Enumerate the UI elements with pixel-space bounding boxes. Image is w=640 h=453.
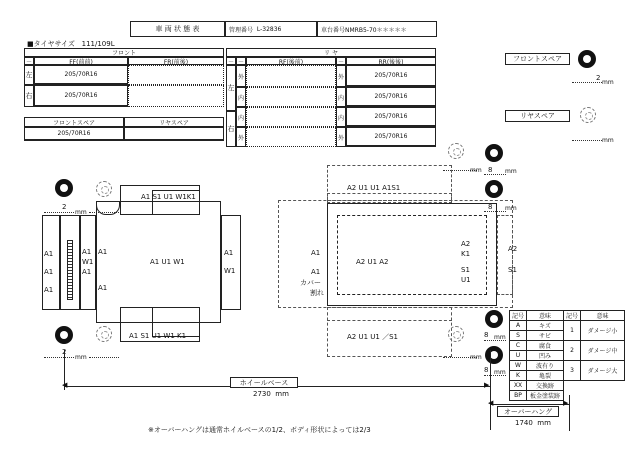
tire-size-value: 111/109L [81,40,115,48]
spare-front-header [24,117,124,127]
front-right-tire-icon [55,326,73,344]
rear-left-depth-1-line [484,174,506,175]
rear-right-depth-1: 8 [484,331,489,339]
front-row-right-label [24,85,34,107]
legend-meaning: 波有り [527,361,564,371]
spare-rear-header-text: リヤスペア [159,119,189,127]
front-left-tire-icon [55,179,73,197]
wheelbase-number: 2730 [253,390,271,398]
rear-rr-pos-2-text: 内 [337,94,344,102]
tire-size-label: ■タイヤサイズ [27,40,75,48]
spare-front-header-text: フロントスペア [53,119,95,127]
rear-tailgate [497,215,513,295]
front-row-left-label [24,65,34,85]
rear-rf-pos-2-text: 内 [237,94,244,102]
rear-left-depth-1: 8 [488,166,493,174]
management-number-label: 管理番号 [229,26,254,34]
rear-side-right [226,111,236,147]
front-right-inner-tire-icon [96,326,112,342]
front-top-marks: A1 S1 U1 W1K1 [141,193,196,201]
rear-center-marks: A2 U1 A2 [356,258,389,266]
front-left-depth-line [44,212,74,213]
rear-spare-depth-line [572,140,602,141]
rear-side-left-text: 左 [227,84,235,92]
rear-rf-cell-1 [246,65,336,87]
wheelbase-arrow-left: ◀ [62,381,68,389]
wheelbase-label-box [230,377,298,388]
rear-rr-pos-3-text: 内 [337,114,344,122]
front-panel-mark-3: A1 [82,268,92,276]
rear-col-dash-1-text: － [227,58,234,66]
legend-header-level-meaning: 意味 [581,311,625,321]
rear-tailgate-mark-1: A2 [508,245,518,253]
rear-rf-cell-4 [246,127,336,147]
rear-left-note-2: 割れ [310,289,324,297]
wheelbase-label: ホイールベース [239,378,289,387]
overhang-label: オーバーハング [503,407,553,416]
rear-spare-label: リヤスペア [520,112,555,120]
front-col-dash [24,57,34,65]
legend-meaning: キズ [527,321,564,331]
rear-rf-pos-1-text: 外 [237,73,244,81]
title-cell [130,21,225,37]
rear-right-mark-1: A2 [461,240,471,248]
overhang-number: 1740 [515,419,533,427]
rear-col-dash-2 [236,57,246,65]
front-col-ff [34,57,128,65]
front-col-dash-text: － [25,58,32,66]
front-spare-depth: 2 [596,74,601,82]
front-center-marks: A1 U1 W1 [150,258,185,266]
rear-rr-cell-4 [346,127,436,147]
rear-rf-pos-4-text: 外 [237,134,244,142]
rear-left-tire-1-icon [485,144,503,162]
front-col-ff-text: FF(前前) [69,58,93,66]
rear-side-left [226,65,236,111]
legend-code: K [510,371,527,381]
rear-top-marks: A2 U1 U1 A1S1 [347,184,401,192]
front-left-side-mark-1: A1 [44,250,54,258]
rear-rf-cell-2 [246,87,336,107]
rear-rr-value-3: 205/70R16 [374,113,408,120]
rear-left-depth-2: 8 [488,203,493,211]
rear-right-outer-unit: mm [470,354,482,361]
rear-rr-value-1: 205/70R16 [374,72,408,79]
rear-rr-pos-2 [336,87,346,107]
legend-level-1: 1 [564,321,581,341]
front-title: フロント [111,50,136,57]
legend-header-level: 記号 [564,311,581,321]
front-spare-tire-icon [578,50,596,68]
spare-rear-value-cell [124,127,224,141]
cab-grille [67,240,73,300]
front-ff-right-value: 205/70R16 [64,92,98,99]
management-number-cell [225,21,317,37]
rear-left-tire-2-icon [485,180,503,198]
rear-title: リ ヤ [324,50,338,57]
legend-code: XX [510,381,527,391]
spare-front-value-cell [24,127,124,141]
rear-rr-pos-1 [336,65,346,87]
rear-right-mark-3: S1 [461,266,470,274]
rear-rf-pos-1 [236,65,246,87]
cab-right-side-panel [221,215,241,310]
front-right-side-mark-1: A1 [224,249,234,257]
wheelbase-unit: mm [275,390,289,398]
front-right-unit: mm [75,354,87,361]
front-spare-unit: mm [602,79,614,86]
legend-meaning: サビ [527,331,564,341]
legend-header-code: 記号 [510,311,527,321]
rear-left-mark-2: A1 [311,268,321,276]
legend-code: BP [510,391,527,401]
overhang-arrow-left: ◀ [488,399,494,407]
front-fr-left [128,65,224,85]
front-inner-mark-1: A1 [98,248,108,256]
front-row-right-text: 右 [25,92,33,100]
chassis-number-cell [317,21,437,37]
front-col-fr-text: FR(前後) [163,58,189,66]
rear-col-rf [246,57,336,65]
rear-right-depth-2: 8 [484,366,489,374]
rear-rf-pos-3-text: 内 [237,114,244,122]
legend-meaning: 交換跡 [527,381,564,391]
chassis-number-value: NMRB5-70＊＊＊＊＊ [345,26,407,34]
front-left-inner-tire-icon [96,181,112,197]
rear-right-mark-4: U1 [461,276,471,284]
rear-col-rf-text: RF(後前) [278,58,304,66]
legend-code: U [510,351,527,361]
front-col-fr [128,57,224,65]
legend-level-1-meaning: ダメージ小 [581,321,625,341]
rear-right-tire-2-icon [485,346,503,364]
chassis-number-label: 車台番号 [321,26,346,34]
rear-top-panel-inner [327,193,452,203]
legend-code: W [510,361,527,371]
legend-code: S [510,331,527,341]
rear-left-mark-1: A1 [311,249,321,257]
rear-col-dash-2-text: － [237,58,244,66]
overhang-arrow-right: ▶ [563,399,569,407]
legend-level-2-meaning: ダメージ中 [581,341,625,361]
front-ff-right [34,85,128,107]
rear-left-unit-1: mm [505,168,517,175]
rear-rr-pos-3 [336,107,346,127]
spare-front-value: 205/70R16 [57,130,91,137]
front-right-inner-line [89,357,119,358]
footnote: ※オーバーハングは通常ホイルベースの1/2、ボディ形状によっては2/3 [148,426,371,434]
tire-size [27,41,115,48]
rear-rf-pos-3 [236,107,246,127]
rear-right-mark-2: K1 [461,250,471,258]
rear-col-dash-3 [336,57,346,65]
rear-left-outer-unit: mm [470,167,482,174]
rear-col-rr [346,57,436,65]
front-inner-mark-2: A1 [98,284,108,292]
legend-meaning: 亀裂 [527,371,564,381]
front-right-depth-line [44,357,74,358]
rear-rr-pos-1-text: 外 [337,73,344,81]
front-left-depth: 2 [62,203,67,211]
front-right-depth: 2 [62,348,67,356]
management-number-value: L-32836 [256,25,282,33]
front-spare-depth-line [572,82,602,83]
legend-level-2: 2 [564,341,581,361]
overhang-line [490,404,569,405]
overhang-unit: mm [537,419,551,427]
rear-side-right-text: 右 [227,125,235,133]
rear-right-unit-1: mm [494,334,506,341]
legend-header-meaning: 意味 [527,311,564,321]
overhang-value [515,420,551,427]
cab-left-side-panel [42,215,60,310]
rear-bottom-panel-inner [327,307,452,321]
legend-meaning: 凹み [527,351,564,361]
rear-rr-cell-2 [346,87,436,107]
front-panel-mark-1: A1 [82,248,92,256]
rear-rf-cell-3 [246,107,336,127]
wheelbase-arrow-right: ▶ [484,381,490,389]
legend-table [509,310,625,401]
front-spare-label: フロントスペア [513,55,562,63]
overhang-label-box [497,406,559,417]
rear-spare-unit: mm [602,137,614,144]
rear-left-note-1: カバー [300,279,321,287]
rear-spare-tire-icon [580,107,596,123]
rear-col-dash-3-text: － [337,58,344,66]
document-title: 車 両 状 態 表 [155,25,200,33]
front-bottom-marks: A1 S1 U1 W1 K1 [129,332,187,340]
front-ff-left [34,65,128,85]
wheelbase-value [253,391,289,398]
legend-code: C [510,341,527,351]
legend-level-3: 3 [564,361,581,381]
rear-rr-pos-4-text: 外 [337,134,344,142]
rear-rr-value-2: 205/70R16 [374,93,408,100]
rear-right-tire-1-icon [485,310,503,328]
rear-right-outer-tire-icon [448,326,464,342]
rear-left-depth-2-line [484,211,506,212]
rear-col-dash-1 [226,57,236,65]
rear-rr-value-4: 205/70R16 [374,133,408,140]
spare-rear-header [124,117,224,127]
front-spare-label-box [505,53,570,65]
rear-bottom-marks: A2 U1 U1 ／S1 [347,333,398,341]
rear-rr-cell-1 [346,65,436,87]
rear-left-outer-tire-icon [448,143,464,159]
rear-rf-pos-4 [236,127,246,147]
wheelbase-right-tick [488,350,494,430]
rear-rr-cell-3 [346,107,436,127]
front-ff-left-value: 205/70R16 [64,71,98,78]
rear-rf-pos-2 [236,87,246,107]
rear-tailgate-mark-2: S1 [508,266,517,274]
legend-level-3-meaning: ダメージ大 [581,361,625,381]
front-panel-mark-2: W1 [82,258,94,266]
rear-header [226,48,436,57]
rear-left-unit-2: mm [505,205,517,212]
front-row-left-text: 左 [25,71,33,79]
front-right-side-mark-2: W1 [224,267,236,275]
overhang-right-tick [569,395,570,431]
front-header [24,48,224,57]
rear-rr-pos-4 [336,127,346,147]
front-left-unit: mm [75,209,87,216]
legend-code: A [510,321,527,331]
front-fr-right [128,85,224,107]
front-left-side-mark-3: A1 [44,286,54,294]
legend-meaning: 板金塗装跡 [527,391,564,401]
rear-col-rr-text: RR(後後) [378,58,404,66]
legend-meaning: 腐食 [527,341,564,351]
rear-spare-label-box [505,110,570,122]
front-left-side-mark-2: A1 [44,268,54,276]
rear-right-unit-2: mm [494,369,506,376]
